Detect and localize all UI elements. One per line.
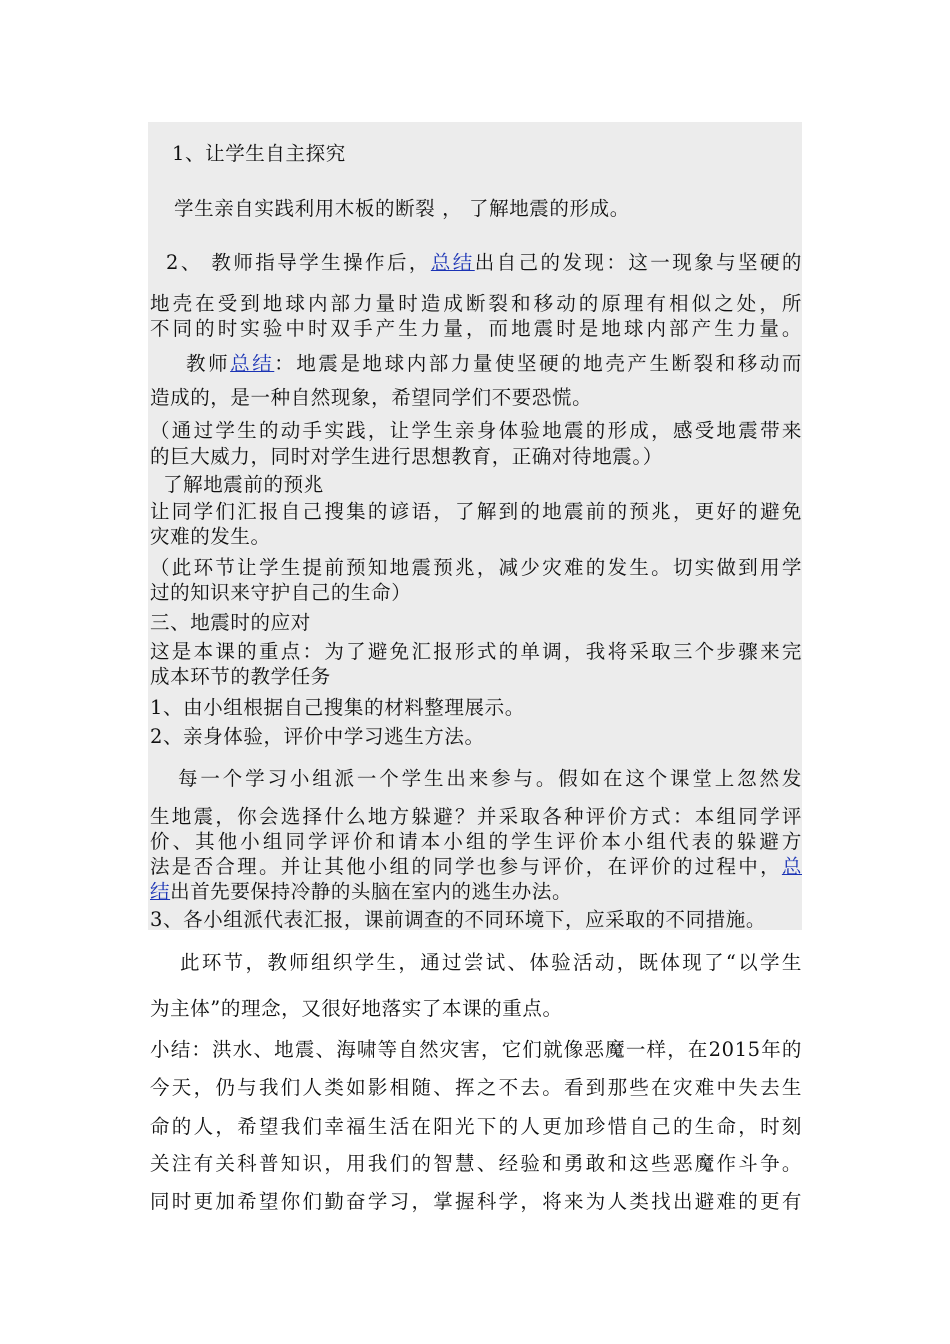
- text-line: 不同的时实验中时双手产生力量，而地震时是地球内部产生力量。: [150, 317, 802, 340]
- section-heading: 了解地震前的预兆: [163, 473, 324, 496]
- text-line: 命的人，希望我们幸福生活在阳光下的人更加珍惜自己的生命，时刻: [150, 1115, 802, 1138]
- summary-link[interactable]: 结: [150, 880, 171, 903]
- summary-link[interactable]: 总: [781, 855, 802, 878]
- text-line: 地壳在受到地球内部力量时造成断裂和移动的原理有相似之处，所: [150, 292, 802, 315]
- text-line: 每一个学习小组派一个学生出来参与。假如在这个课堂上忽然发: [178, 767, 802, 790]
- text-line: 2、 教师指导学生操作后，总结出自己的发现：这一现象与坚硬的: [166, 251, 802, 274]
- text-line: 1、由小组根据自己搜集的材料整理展示。: [150, 696, 525, 719]
- text-line: 今天，仍与我们人类如影相随、挥之不去。看到那些在灾难中失去生: [150, 1076, 802, 1099]
- text-line: 教师总结：地震是地球内部力量使坚硬的地壳产生断裂和移动而: [186, 352, 802, 375]
- text-line: 造成的，是一种自然现象，希望同学们不要恐慌。: [150, 386, 593, 409]
- text-line: 法是否合理。并让其他小组的同学也参与评价，在评价的过程中，总: [150, 855, 802, 878]
- text-line: 让同学们汇报自己搜集的谚语，了解到的地震前的预兆，更好的避免: [150, 500, 802, 523]
- section-heading: 三、地震时的应对: [150, 611, 311, 634]
- summary-paragraph: 小结：洪水、地震、海啸等自然灾害，它们就像恶魔一样，在2015年的: [150, 1038, 802, 1061]
- text-line: 结出首先要保持冷静的头脑在室内的逃生办法。: [150, 880, 573, 903]
- summary-link[interactable]: 总结: [430, 251, 475, 274]
- text-line: 灾难的发生。: [150, 525, 271, 548]
- text-line: 生地震，你会选择什么地方躲避？并采取各种评价方式：本组同学评: [150, 805, 802, 828]
- text-line: 价、其他小组同学评价和请本小组的学生评价本小组代表的躲避方: [150, 830, 802, 853]
- text-line: 的巨大威力，同时对学生进行思想教育，正确对待地震。）: [150, 445, 663, 468]
- text-line: 过的知识来守护自己的生命）: [150, 581, 412, 604]
- text-line: 为主体”的理念，又很好地落实了本课的重点。: [150, 997, 563, 1020]
- text-line: 学生亲自实践利用木板的断裂 ， 了解地震的形成。: [174, 197, 630, 220]
- summary-link[interactable]: 总结: [230, 352, 275, 375]
- text-line: （此环节让学生提前预知地震预兆，减少灾难的发生。切实做到用学: [150, 556, 802, 579]
- text-line: 成本环节的教学任务: [150, 665, 331, 688]
- text-line: 这是本课的重点：为了避免汇报形式的单调，我将采取三个步骤来完: [150, 640, 802, 663]
- text-line: 3、各小组派代表汇报，课前调查的不同环境下，应采取的不同措施。: [150, 908, 767, 931]
- text-line: 2、亲身体验，评价中学习逃生方法。: [150, 725, 485, 748]
- text-line: 关注有关科普知识，用我们的智慧、经验和勇敢和这些恶魔作斗争。: [150, 1152, 802, 1175]
- text-line: 此环节，教师组织学生，通过尝试、体验活动，既体现了“以学生: [180, 951, 802, 974]
- text-line: 1、让学生自主探究: [172, 142, 346, 165]
- text-line: 同时更加希望你们勤奋学习，掌握科学，将来为人类找出避难的更有: [150, 1190, 802, 1213]
- text-line: （通过学生的动手实践，让学生亲身体验地震的形成，感受地震带来: [150, 419, 802, 442]
